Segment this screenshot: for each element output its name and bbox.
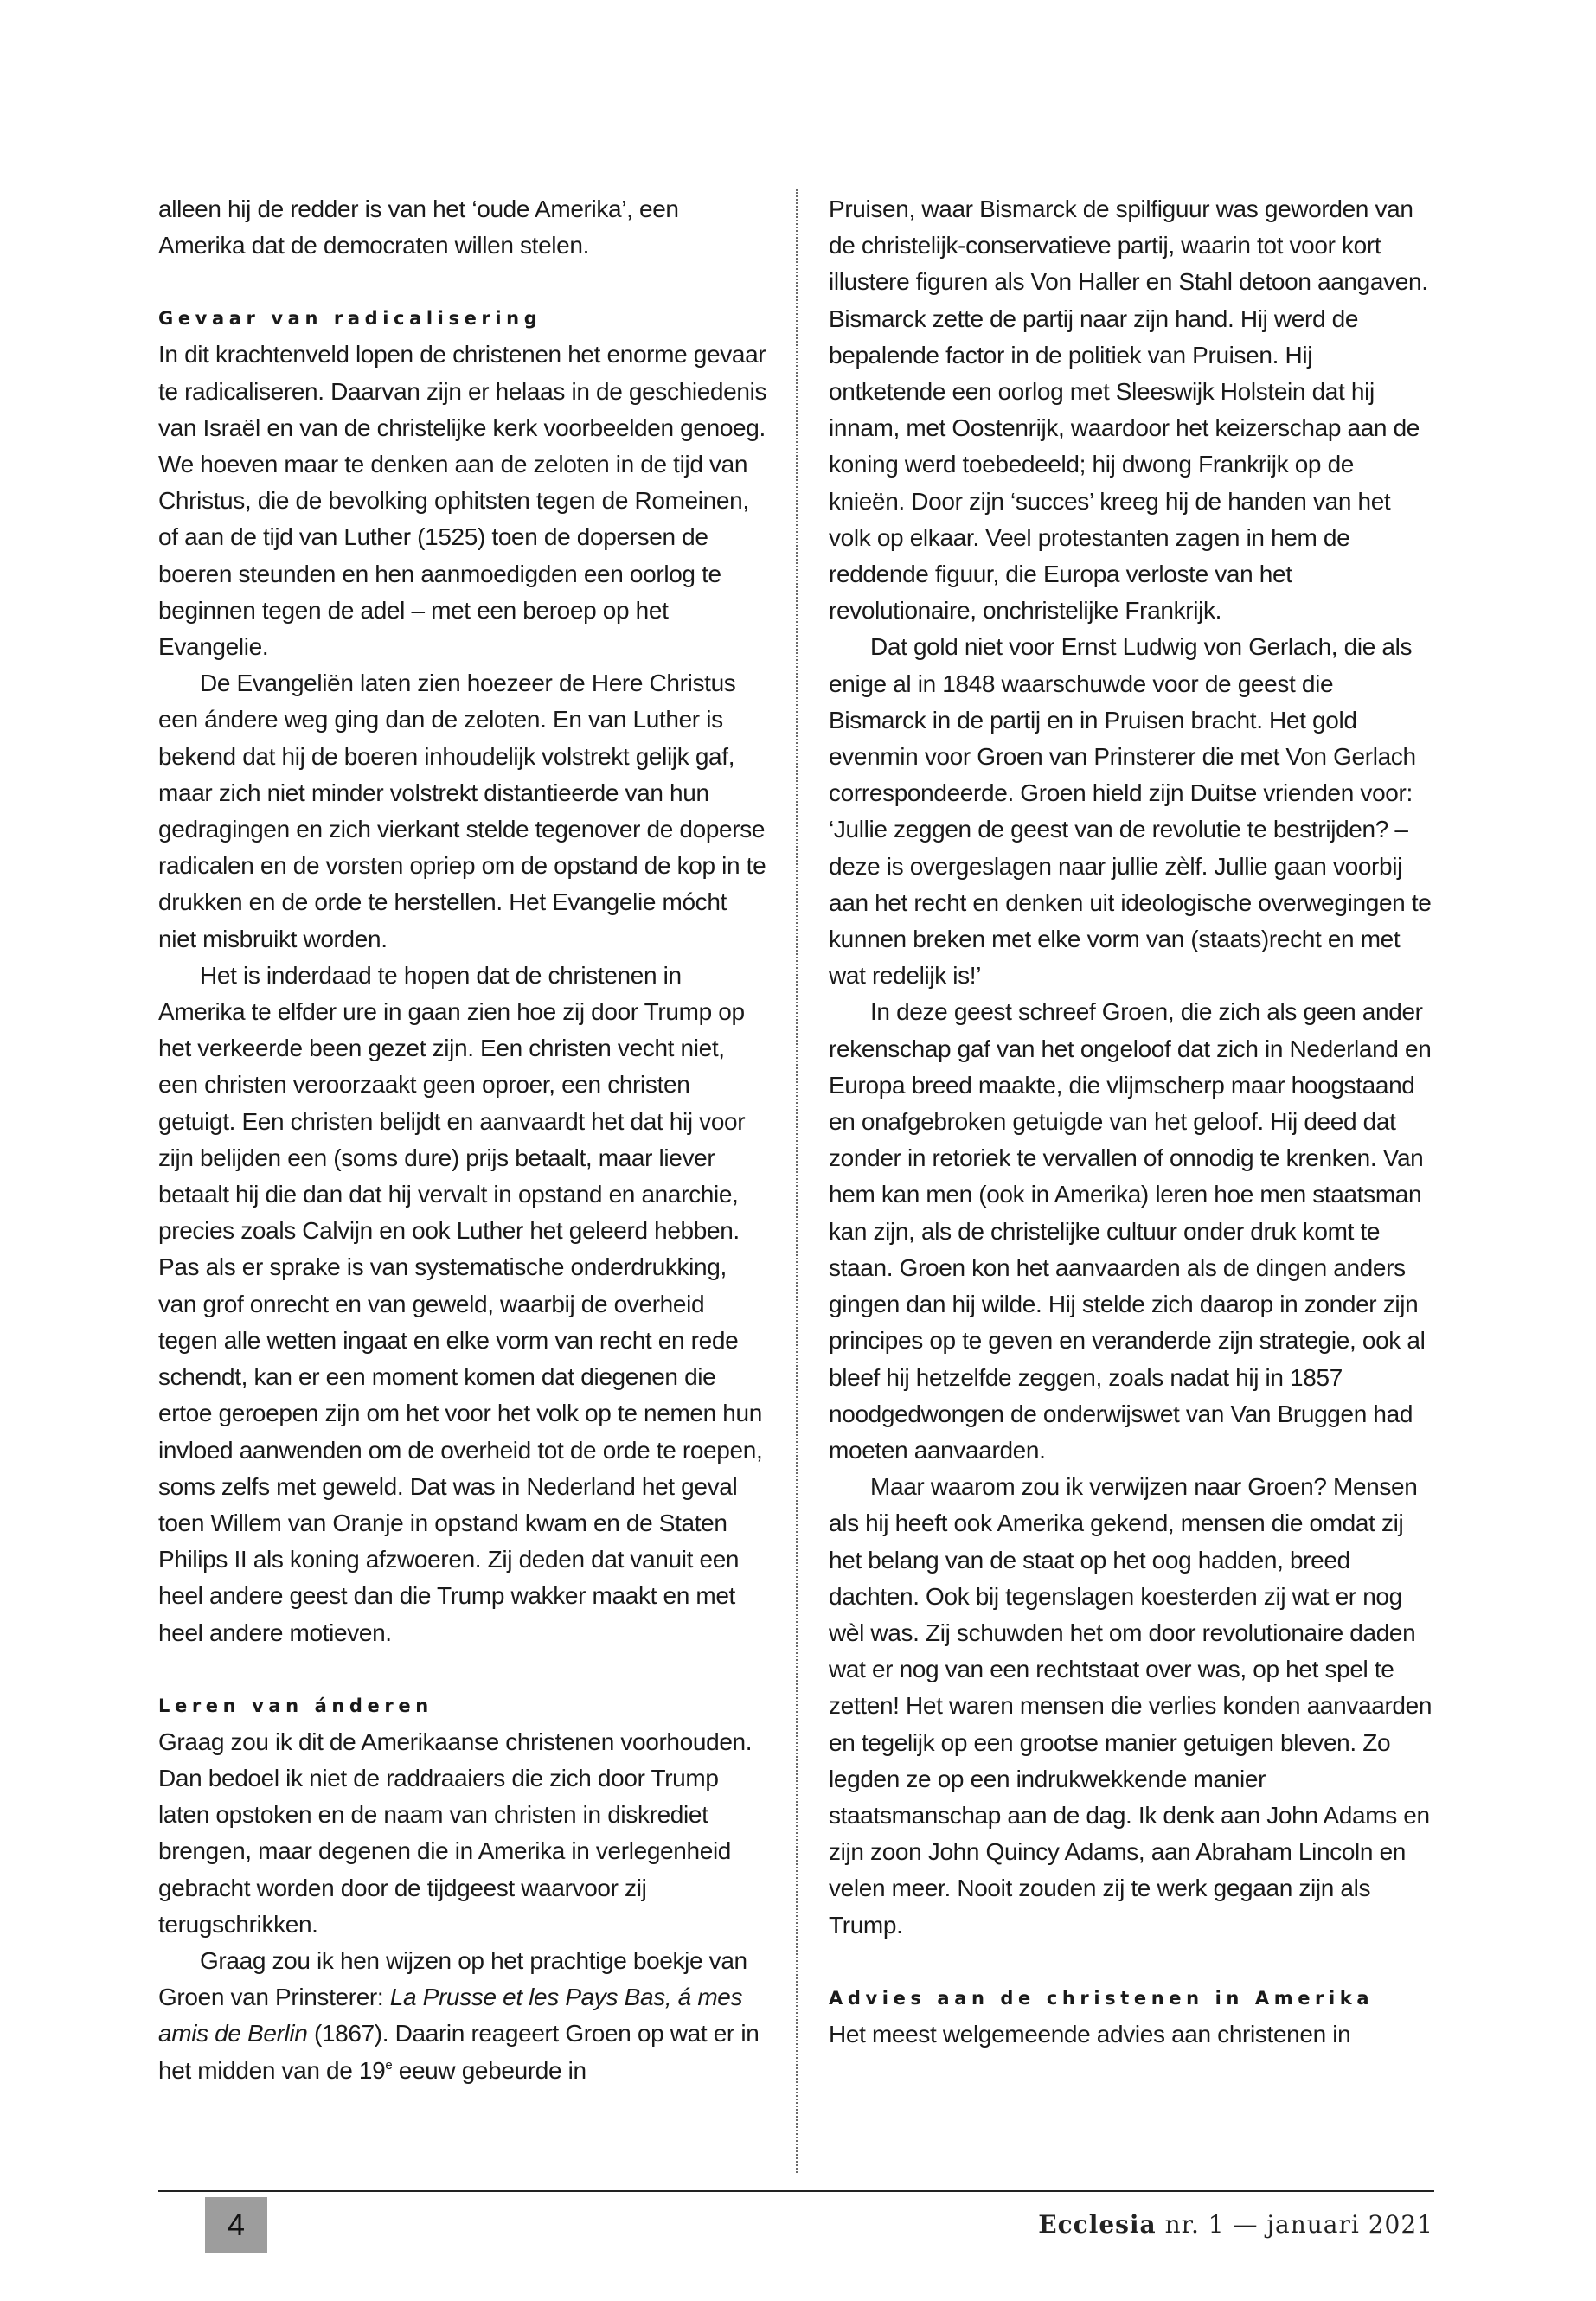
paragraph: In dit krachtenveld lopen de christenen het enorme gevaar te radicaliseren. Daarvan zijn er helaas in de geschiedenis van Israël en van de christelijke kerk voorbeelden genoeg. We hoeven maar te denken aan de zeloten in de tijd van Christus, die de bevolking ophitsten tegen de Romeinen, of aan de tijd van Luther (1525) toen de dopersen de boeren steunden en hen aanmoedigden een oorlog te beginnen tegen de adel – met een beroep op het Evangelie. bbox=[158, 341, 767, 661]
paragraph: alleen hij de redder is van het ‘oude Amerika’, een Amerika dat de democraten willen stelen. bbox=[158, 195, 679, 260]
paragraph: De Evangeliën laten zien hoezeer de Here Christus een ándere weg ging dan de zeloten. En van Luther is bekend dat hij de boeren inhoudelijk volstrekt gelijk gaf, maar zich niet minder volstrekt distantieerde van hun gedragingen en zich vierkant stelde tegenover de doperse radicalen en de vorsten opriep om de opstand de kop in te drukken en de orde te herstellen. Het Evangelie mócht niet misbruikt worden. bbox=[158, 670, 766, 952]
paragraph: Pruisen, waar Bismarck de spilfiguur was geworden van de christelijk-conservatieve partij, waarin tot voor kort illustere figuren als Von Haller en Stahl detoon aangaven. Bismarck zette de partij naar zijn hand. Hij werd de bepalende factor in de politiek van Pruisen. Hij ontketende een oorlog met Sleeswijk Holstein dat hij innam, met Oostenrijk, waardoor het keizerschap aan de koning werd toebedeeld; hij dwong Frankrijk op de knieën. Door zijn ‘succes’ kreeg hij de handen van het volk op elkaar. Veel protestanten zagen in hem de reddende figuur, die Europa verloste van het revolutionaire, onchristelijke Frankrijk. bbox=[829, 195, 1428, 625]
paragraph: Het meest welgemeende advies aan christenen in bbox=[829, 2020, 1351, 2048]
right-column bbox=[829, 191, 1434, 2053]
paragraph bbox=[158, 1943, 768, 2089]
paragraph: Graag zou ik dit de Amerikaanse christenen voorhouden. Dan bedoel ik niet de raddraaiers die zich door Trump laten opstoken en de naam van christen in diskrediet brengen, maar degenen die in Amerika in verlegenheid gebracht worden door de tijdgeest waarvoor zij terugschrikken. bbox=[158, 1727, 753, 1938]
paragraph: Maar waarom zou ik verwijzen naar Groen? Mensen als hij heeft ook Amerika gekend, mensen die omdat zij het belang van de staat op het oog hadden, breed dachten. Ook bij tegenslagen koesterden zij wat er nog wèl was. Zij schuwden het om door revolutionaire daden wat er nog van een rechtstaat over was, op het spel te zetten! Het waren mensen die verlies konden aanvaarden en tegelijk op een grootse manier getuigen bleven. Zo legden ze op een indrukwekkende manier staatsmanschap aan de dag. Ik denk aan John Adams en zijn zoon John Quincy Adams, aan Abraham Lincoln en velen meer. Nooit zouden zij te werk gegaan zijn als Trump. bbox=[829, 1473, 1433, 1939]
book-title: La Prusse et les Pays Bas, á mes amis de Berlin bbox=[158, 1984, 743, 2048]
column-divider bbox=[796, 189, 798, 2173]
section-heading: Leren van ánderen bbox=[158, 1695, 433, 1716]
section-heading: Advies aan de christenen in Amerika bbox=[829, 1987, 1375, 2009]
footer-rule bbox=[158, 2190, 1434, 2192]
publication-name: Ecclesia bbox=[1038, 2210, 1157, 2239]
superscript: e bbox=[385, 2057, 393, 2073]
paragraph: Dat gold niet voor Ernst Ludwig von Gerlach, die als enige al in 1848 waarschuwde voor de geest die Bismarck in de partij en in Pruisen bracht. Het gold evenmin voor Groen van Prinsterer die met Von Gerlach correspondeerde. Groen hield zijn Duitse vrienden voor: ‘Jullie zeggen de geest van de revolutie te bestrijden? – deze is overgeslagen naar jullie zèlf. Jullie gaan voorbij aan het recht en denken uit ideologische overwegingen te kunnen breken met elke vorm van (staats)recht en met wat redelijk is!’ bbox=[829, 633, 1432, 990]
text-run: eeuw gebeurde in bbox=[392, 2056, 586, 2084]
paragraph: In deze geest schreef Groen, die zich als geen ander rekenschap gaf van het ongeloof dat zich in Nederland en Europa breed maakte, die vlijmscherp maar hoogstaand en onafgebroken getuigde van het geloof. Hij deed dat zonder in retoriek te vervallen of onnodig te krenken. Van hem kan men (ook in Amerika) leren hoe men staatsman kan zijn, als de christelijke cultuur onder druk komt te staan. Groen kon het aanvaarden als de dingen anders gingen dan hij wilde. Hij stelde zich daarop in zonder zijn principes op te geven en veranderde zijn strategie, ook al bleef hij hetzelfde zeggen, zoals nadat hij in 1857 noodgedwongen de onderwijswet van Van Bruggen had moeten aanvaarden. bbox=[829, 998, 1432, 1464]
left-column bbox=[158, 191, 768, 2089]
text-run: (1867). Daarin reageert Groen op wat er in het midden van de 19 bbox=[158, 2020, 760, 2084]
footer-publication bbox=[1038, 2204, 1433, 2246]
page-number: 4 bbox=[205, 2197, 267, 2253]
text-run: Graag zou ik hen wijzen op het prachtige boekje van Groen van Prinsterer: bbox=[158, 1946, 747, 2011]
paragraph: Het is inderdaad te hopen dat de christenen in Amerika te elfder ure in gaan zien hoe zij door Trump op het verkeerde been gezet zijn. Een christen vecht niet, een christen veroorzaakt geen oproer, een christen getuigt. Een christen belijdt en aanvaardt het dat hij voor zijn belijden een (soms dure) prijs betaalt, maar liever betaalt hij die dan dat hij vervalt in opstand en anarchie, precies zoals Calvijn en ook Luther het geleerd hebben. Pas als er sprake is van systematische onderdrukking, van grof onrecht en van geweld, waarbij de overheid tegen alle wetten ingaat en elke vorm van recht en rede schendt, kan er een moment komen dat diegenen die ertoe geroepen zijn om het voor het volk op te nemen hun invloed aanwenden om de overheid tot de orde te roepen, soms zelfs met geweld. Dat was in Nederland het geval toen Willem van Oranje in opstand kwam en de Staten Philips II als koning afzwoeren. Zij deden dat vanuit een heel andere geest dan die Trump wakker maakt en met heel andere motieven. bbox=[158, 961, 763, 1646]
section-heading: Gevaar van radicalisering bbox=[158, 308, 542, 330]
issue-info: nr. 1 — januari 2021 bbox=[1156, 2210, 1433, 2239]
